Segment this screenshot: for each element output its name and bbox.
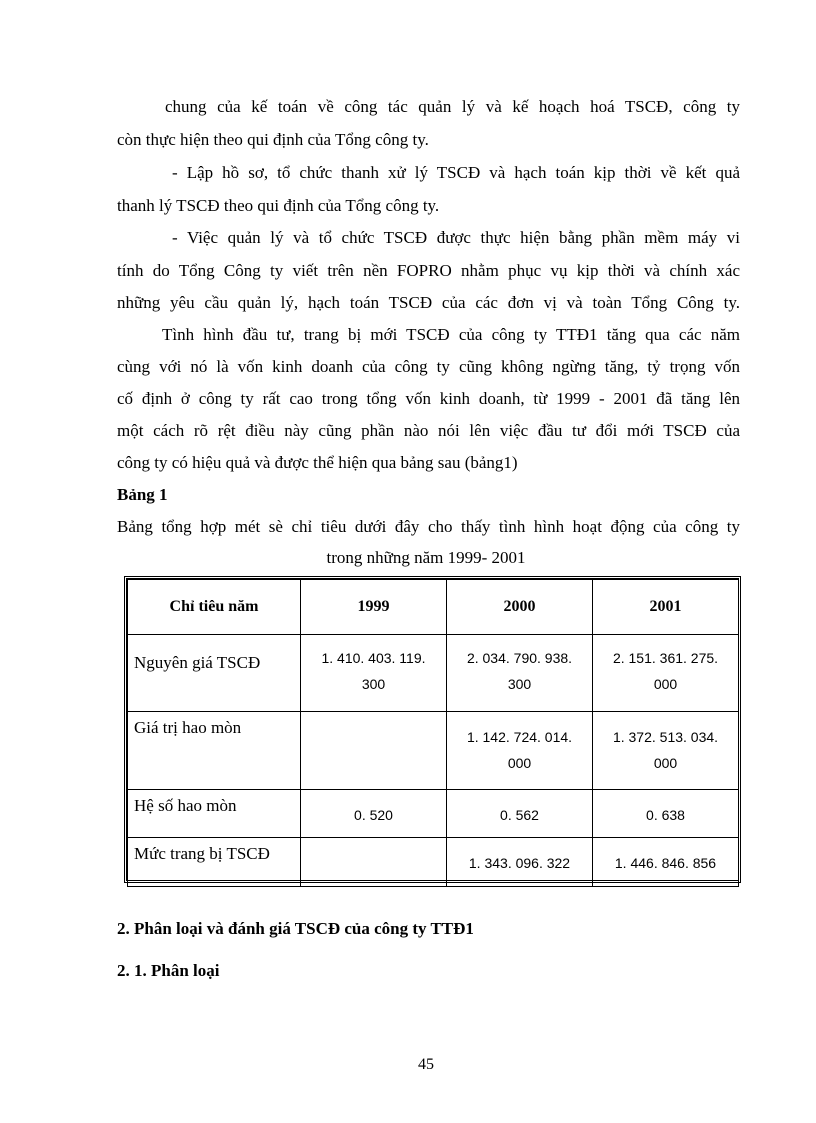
cell-value-part: 000 (653, 755, 678, 771)
cell-nguyen-gia-2001 (593, 635, 739, 712)
paragraph-4-line-2: cùng với nó là vốn kinh doanh của công ty cũng không ngừng tăng, tỷ trọng vốn (117, 357, 740, 376)
table-row (128, 838, 739, 887)
cell-muc-trang-bi-2000: 1. 343. 096. 322 (447, 838, 593, 887)
paragraph-3-line-2: tính do Tổng Công ty viết trên nền FOPRO nhằm phục vụ kịp thời và chính xác (117, 261, 740, 280)
cell-value-part: 2. 151. 361. 275. (612, 650, 719, 666)
paragraph-2-line-1: - Lập hồ sơ, tổ chức thanh xử lý TSCĐ và hạch toán kịp thời về kết quả (172, 163, 740, 182)
table-title: Bảng 1 (117, 485, 168, 504)
cell-value-part: 1. 142. 724. 014. (466, 729, 573, 745)
section-heading-2-1: 2. 1. Phân loại (117, 961, 220, 980)
paragraph-4-line-5: công ty có hiệu quả và được thể hiện qua bảng sau (bảng1) (117, 453, 518, 472)
table-caption-line-2: trong những năm 1999- 2001 (326, 548, 526, 567)
summary-table (127, 579, 739, 887)
section-heading-2: 2. Phân loại và đánh giá TSCĐ của công ty TTĐ1 (117, 919, 474, 938)
header-cell-2001: 2001 (593, 580, 739, 635)
cell-value-part: 300 (361, 676, 386, 692)
cell-gia-tri-hao-mon-2000 (447, 712, 593, 790)
cell-value-part: 300 (507, 676, 532, 692)
table-header-row (128, 580, 739, 635)
table-row (128, 635, 739, 712)
table-row (128, 790, 739, 838)
paragraph-4-line-4: một cách rõ rệt điều này cũng phần nào nói lên việc đầu tư đổi mới TSCĐ của (117, 421, 740, 440)
paragraph-3-line-3: những yêu cầu quản lý, hạch toán TSCĐ của các đơn vị và toàn Tổng Công ty. (117, 293, 740, 312)
cell-muc-trang-bi-2001: 1. 446. 846. 856 (593, 838, 739, 887)
page-number: 45 (418, 1056, 434, 1073)
cell-value-part: 000 (653, 676, 678, 692)
cell-nguyen-gia-1999 (301, 635, 447, 712)
header-cell-2000: 2000 (447, 580, 593, 635)
summary-table-frame (124, 576, 741, 883)
paragraph-1-line-2: còn thực hiện theo qui định của Tổng công ty. (117, 130, 429, 149)
paragraph-3-line-1: - Việc quản lý và tổ chức TSCĐ được thực hiện bằng phần mềm máy vi (172, 228, 740, 247)
row-label-he-so-hao-mon: Hệ số hao mòn (128, 790, 301, 838)
cell-he-so-hao-mon-1999: 0. 520 (301, 790, 447, 838)
paragraph-1-line-1: chung của kế toán về công tác quản lý và kế hoạch hoá TSCĐ, công ty (165, 97, 740, 116)
table-row (128, 712, 739, 790)
cell-he-so-hao-mon-2001: 0. 638 (593, 790, 739, 838)
row-label-nguyen-gia: Nguyên giá TSCĐ (128, 635, 301, 712)
paragraph-2-line-2: thanh lý TSCĐ theo qui định của Tổng công ty. (117, 196, 440, 215)
cell-gia-tri-hao-mon-1999 (301, 712, 447, 790)
row-label-muc-trang-bi: Mức trang bị TSCĐ (128, 838, 301, 887)
paragraph-4-line-3: cố định ở công ty rất cao trong tổng vốn kinh doanh, từ 1999 - 2001 đã tăng lên (117, 389, 740, 408)
cell-value-part: 1. 372. 513. 034. (612, 729, 719, 745)
cell-value-part: 1. 410. 403. 119. (321, 650, 426, 666)
cell-he-so-hao-mon-2000: 0. 562 (447, 790, 593, 838)
table-caption-line-1: Bảng tổng hợp mét sè chỉ tiêu dưới đây cho thấy tình hình hoạt động của công ty (117, 517, 740, 536)
cell-value-part: 2. 034. 790. 938. (466, 650, 573, 666)
cell-nguyen-gia-2000 (447, 635, 593, 712)
header-cell-indicator: Chỉ tiêu năm (128, 580, 301, 635)
cell-value-part: 000 (507, 755, 532, 771)
paragraph-4-line-1: Tình hình đầu tư, trang bị mới TSCĐ của công ty TTĐ1 tăng qua các năm (162, 325, 740, 344)
header-cell-1999: 1999 (301, 580, 447, 635)
cell-gia-tri-hao-mon-2001 (593, 712, 739, 790)
row-label-gia-tri-hao-mon: Giá trị hao mòn (128, 712, 301, 790)
cell-muc-trang-bi-1999 (301, 838, 447, 887)
